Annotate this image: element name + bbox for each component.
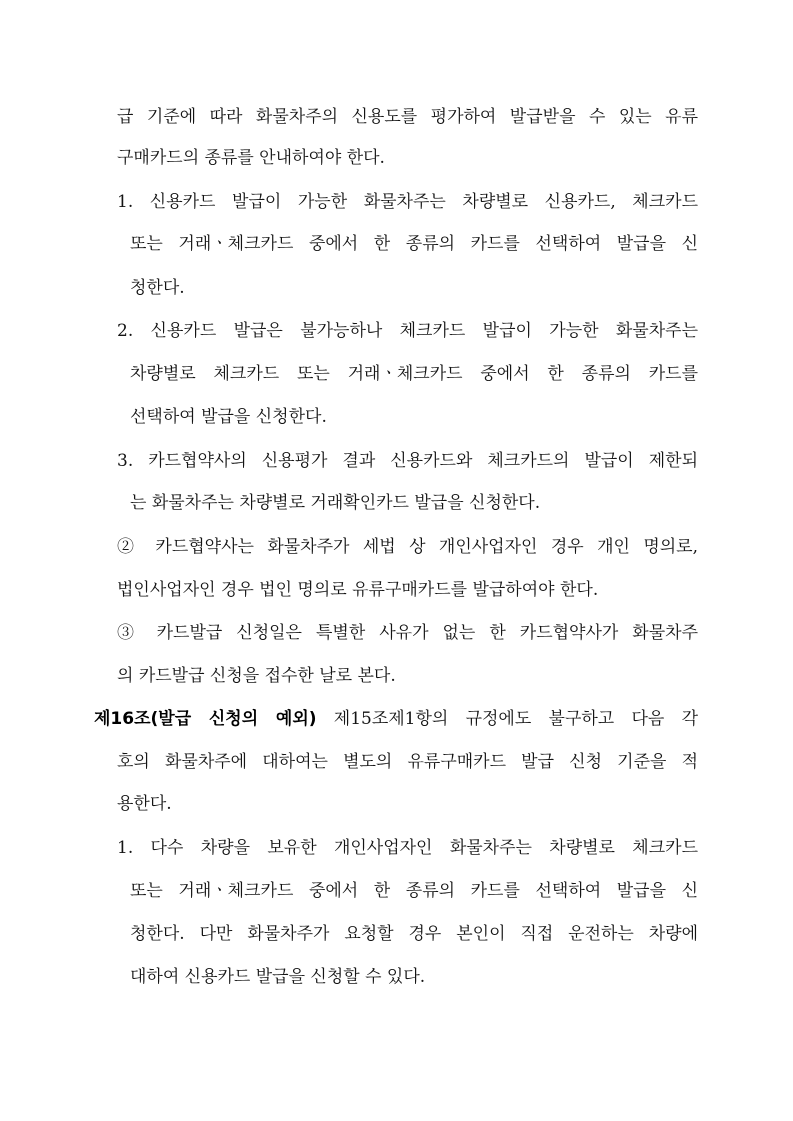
list-item-1-line: 청한다. bbox=[130, 278, 185, 298]
article-16-item-1-line: 청한다. 다만 화물차주가 요청할 경우 본인이 직접 운전하는 차량에 bbox=[130, 924, 698, 944]
clause-3-line: 의 카드발급 신청을 접수한 날로 본다. bbox=[117, 666, 396, 686]
list-item-3-line: 3. 카드협약사의 신용평가 결과 신용카드와 체크카드의 발급이 제한되 bbox=[117, 451, 698, 471]
paragraph-line: 구매카드의 종류를 안내하여야 한다. bbox=[117, 148, 385, 168]
clause-2-line: ② 카드협약사는 화물차주가 세법 상 개인사업자인 경우 개인 명의로, bbox=[117, 537, 698, 557]
article-16-item-1-line: 대하여 신용카드 발급을 신청할 수 있다. bbox=[130, 967, 426, 987]
list-item-2-line: 차량별로 체크카드 또는 거래ㆍ체크카드 중에서 한 종류의 카드를 bbox=[130, 364, 698, 384]
list-item-1-line: 또는 거래ㆍ체크카드 중에서 한 종류의 카드를 선택하여 발급을 신 bbox=[130, 234, 698, 254]
article-16-line: 호의 화물차주에 대하여는 별도의 유류구매카드 발급 신청 기준을 적 bbox=[117, 752, 698, 772]
article-16-item-1-line: 또는 거래ㆍ체크카드 중에서 한 종류의 카드를 선택하여 발급을 신 bbox=[130, 881, 698, 901]
clause-3-line: ③ 카드발급 신청일은 특별한 사유가 없는 한 카드협약사가 화물차주 bbox=[117, 623, 698, 643]
list-item-3-line: 는 화물차주는 차량별로 거래확인카드 발급을 신청한다. bbox=[130, 493, 541, 513]
article-heading: 제16조(발급 신청의 예외) bbox=[94, 709, 317, 729]
paragraph-line: 급 기준에 따라 화물차주의 신용도를 평가하여 발급받을 수 있는 유류 bbox=[117, 107, 698, 127]
article-16-item-1-line: 1. 다수 차량을 보유한 개인사업자인 화물차주는 차량별로 체크카드 bbox=[117, 838, 698, 858]
clause-2-line: 법인사업자인 경우 법인 명의로 유류구매카드를 발급하여야 한다. bbox=[117, 580, 599, 600]
article-text: 제15조제1항의 규정에도 불구하고 다음 각 bbox=[316, 709, 698, 729]
article-16-line: 용한다. bbox=[117, 794, 172, 814]
list-item-2-line: 선택하여 발급을 신청한다. bbox=[130, 407, 327, 427]
list-item-1-line: 1. 신용카드 발급이 가능한 화물차주는 차량별로 신용카드, 체크카드 bbox=[117, 192, 698, 212]
article-16-first-line bbox=[94, 707, 698, 731]
list-item-2-line: 2. 신용카드 발급은 불가능하나 체크카드 발급이 가능한 화물차주는 bbox=[117, 321, 698, 341]
